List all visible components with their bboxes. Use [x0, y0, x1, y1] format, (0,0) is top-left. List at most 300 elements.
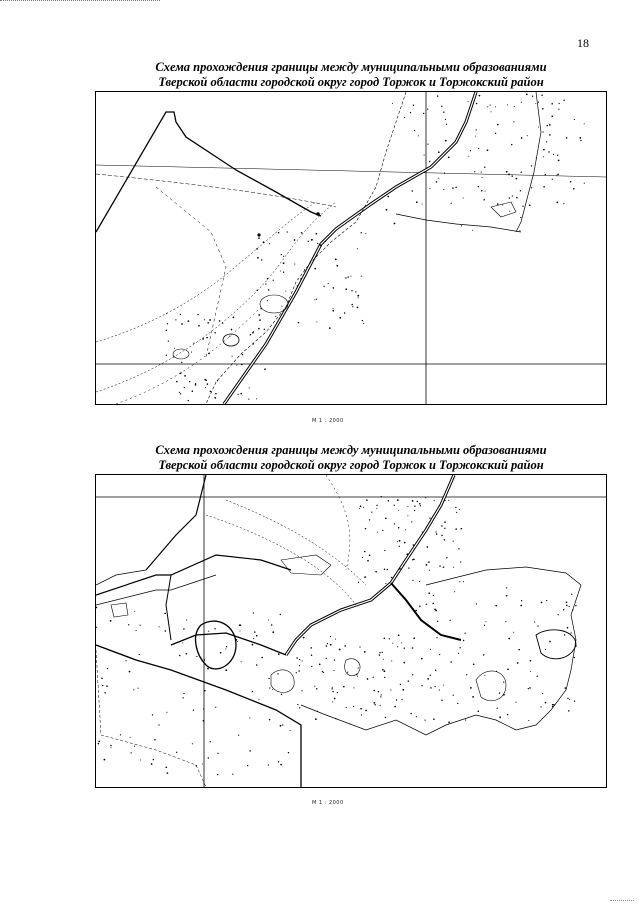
vegetation-dot — [258, 328, 260, 330]
vegetation-dot — [385, 717, 387, 719]
vegetation-dot — [136, 630, 137, 631]
vegetation-dot — [165, 766, 167, 768]
vegetation-dot — [359, 508, 360, 509]
vegetation-dot — [428, 561, 430, 563]
vegetation-dot — [193, 343, 194, 344]
vegetation-dot — [110, 620, 112, 622]
vegetation-dot — [298, 670, 299, 671]
vegetation-dot — [558, 160, 560, 162]
vegetation-dot — [186, 620, 187, 621]
vegetation-dot — [250, 334, 251, 335]
scan-edge-mark — [0, 0, 160, 3]
vegetation-dot — [520, 217, 521, 218]
map-1-drawing — [96, 92, 606, 404]
vegetation-dot — [297, 704, 298, 705]
vegetation-dot — [545, 702, 547, 704]
vegetation-dot — [444, 521, 446, 523]
map-2-pond — [271, 670, 294, 693]
vegetation-dot — [180, 373, 182, 375]
vegetation-dot — [508, 638, 510, 640]
vegetation-dot — [98, 741, 100, 743]
vegetation-dot — [563, 100, 564, 101]
vegetation-dot — [407, 515, 408, 516]
vegetation-dot — [380, 696, 381, 697]
vegetation-dot — [549, 124, 551, 126]
vegetation-dot — [359, 646, 360, 647]
vegetation-dot — [110, 747, 111, 748]
map-1-parcel-edge — [516, 92, 541, 232]
vegetation-dot — [298, 322, 300, 324]
vegetation-dot — [365, 710, 367, 712]
vegetation-dot — [168, 340, 169, 341]
map-2-title-line-1: Схема прохождения границы между муниципальными образованиями — [155, 443, 547, 457]
map-2-boundary-line — [391, 583, 461, 640]
vegetation-dot — [303, 637, 305, 639]
vegetation-dot — [543, 149, 545, 151]
vegetation-dot — [210, 741, 211, 742]
vegetation-dot — [468, 156, 469, 157]
vegetation-dot — [330, 636, 331, 637]
vegetation-dot — [167, 323, 168, 324]
vegetation-dot — [434, 686, 435, 687]
vegetation-dot — [283, 272, 284, 273]
vegetation-dot — [472, 696, 474, 698]
vegetation-dot — [485, 621, 486, 622]
vegetation-dot — [544, 174, 546, 176]
vegetation-dot — [175, 319, 176, 320]
vegetation-dot — [511, 144, 512, 145]
vegetation-dot — [545, 649, 546, 650]
map-1-dashed-road — [96, 174, 336, 207]
vegetation-dot — [375, 571, 377, 573]
vegetation-dot — [556, 202, 558, 204]
vegetation-dot — [444, 173, 445, 174]
map-2-contour — [326, 475, 350, 570]
vegetation-dot — [398, 634, 400, 636]
vegetation-dot — [203, 708, 204, 709]
vegetation-dot — [549, 134, 551, 136]
vegetation-dot — [357, 248, 358, 249]
vegetation-dot — [509, 211, 510, 212]
vegetation-dot — [258, 314, 260, 316]
vegetation-dot — [186, 653, 188, 655]
vegetation-dot — [264, 329, 265, 330]
vegetation-dot — [120, 734, 121, 735]
vegetation-dot — [351, 290, 352, 291]
vegetation-dot — [543, 186, 545, 188]
vegetation-dot — [511, 175, 512, 176]
vegetation-dot — [217, 753, 218, 754]
vegetation-dot — [249, 750, 251, 752]
vegetation-dot — [458, 548, 459, 549]
vegetation-dot — [414, 548, 415, 549]
vegetation-dot — [421, 658, 423, 660]
vegetation-dot — [443, 685, 444, 686]
vegetation-dot — [521, 137, 523, 139]
vegetation-dot — [412, 559, 413, 560]
vegetation-dot — [217, 774, 218, 775]
vegetation-dot — [404, 542, 406, 544]
map-1-dashed-road — [156, 187, 226, 357]
vegetation-dot — [176, 752, 177, 753]
vegetation-dot — [322, 671, 323, 672]
vegetation-dot — [125, 660, 126, 661]
vegetation-dot — [406, 553, 408, 555]
vegetation-dot — [538, 102, 539, 103]
vegetation-dot — [514, 106, 515, 107]
vegetation-dot — [207, 383, 209, 385]
vegetation-dot — [515, 702, 516, 703]
vegetation-dot — [484, 675, 485, 676]
vegetation-dot — [214, 332, 216, 334]
vegetation-dot — [417, 501, 418, 502]
vegetation-dot — [388, 500, 390, 502]
scan-edge-mark — [610, 900, 634, 902]
vegetation-dot — [188, 400, 189, 401]
vegetation-dot — [225, 669, 227, 671]
vegetation-dot — [397, 499, 399, 501]
vegetation-dot — [365, 233, 366, 234]
vegetation-dot — [430, 675, 431, 676]
vegetation-dot — [443, 111, 444, 112]
vegetation-dot — [382, 669, 384, 671]
vegetation-dot — [508, 174, 510, 176]
vegetation-dot — [209, 319, 211, 321]
vegetation-dot — [410, 713, 411, 714]
vegetation-dot — [429, 188, 430, 189]
vegetation-dot — [527, 135, 528, 136]
vegetation-dot — [278, 653, 280, 655]
vegetation-dot — [316, 233, 318, 235]
vegetation-dot — [521, 171, 522, 172]
vegetation-dot — [566, 137, 568, 139]
map-1-main-road-inner — [224, 92, 476, 404]
vegetation-dot — [397, 541, 398, 542]
vegetation-dot — [559, 103, 560, 104]
vegetation-dot — [485, 191, 486, 192]
vegetation-dot — [130, 752, 131, 753]
vegetation-dot — [281, 254, 282, 255]
vegetation-dot — [541, 602, 543, 604]
vegetation-dot — [242, 354, 243, 355]
vegetation-dot — [506, 171, 508, 173]
vegetation-dot — [333, 287, 335, 289]
vegetation-dot — [326, 658, 327, 659]
vegetation-dot — [528, 720, 529, 721]
vegetation-dot — [412, 190, 414, 192]
vegetation-dot — [335, 639, 336, 640]
map-1-main-road — [224, 92, 476, 404]
map-1-point-marker — [257, 233, 260, 236]
vegetation-dot — [314, 686, 315, 687]
vegetation-dot — [392, 643, 393, 644]
vegetation-dot — [268, 678, 269, 679]
vegetation-dot — [509, 197, 511, 199]
vegetation-dot — [552, 706, 553, 707]
vegetation-dot — [128, 624, 129, 625]
vegetation-dot — [264, 368, 266, 370]
vegetation-dot — [369, 554, 371, 556]
vegetation-dot — [449, 620, 450, 621]
vegetation-dot — [271, 624, 272, 625]
vegetation-dot — [166, 712, 167, 713]
vegetation-dot — [458, 653, 459, 654]
vegetation-dot — [546, 141, 547, 142]
vegetation-dot — [350, 276, 351, 277]
vegetation-dot — [96, 627, 97, 628]
vegetation-dot — [319, 664, 321, 666]
vegetation-dot — [478, 148, 479, 149]
vegetation-dot — [358, 297, 359, 298]
vegetation-dot — [277, 673, 278, 674]
vegetation-dot — [439, 565, 440, 566]
vegetation-dot — [267, 278, 269, 280]
vegetation-dot — [110, 745, 112, 747]
vegetation-dot — [432, 603, 434, 605]
vegetation-dot — [180, 314, 181, 315]
vegetation-dot — [207, 668, 209, 670]
vegetation-dot — [362, 320, 363, 321]
vegetation-dot — [575, 645, 577, 647]
vegetation-dot — [435, 610, 437, 612]
vegetation-dot — [381, 694, 382, 695]
vegetation-dot — [384, 677, 385, 678]
vegetation-dot — [377, 532, 378, 533]
vegetation-dot — [202, 764, 203, 765]
vegetation-dot — [374, 704, 375, 705]
vegetation-dot — [217, 380, 218, 381]
vegetation-dot — [445, 500, 446, 501]
vegetation-dot — [405, 529, 406, 530]
vegetation-dot — [461, 225, 462, 226]
vegetation-dot — [376, 505, 377, 506]
vegetation-dot — [378, 691, 380, 693]
vegetation-dot — [522, 205, 523, 206]
vegetation-dot — [411, 521, 412, 522]
vegetation-dot — [421, 685, 422, 686]
vegetation-dot — [193, 709, 194, 710]
vegetation-dot — [252, 691, 254, 693]
vegetation-dot — [316, 321, 317, 322]
vegetation-dot — [364, 651, 366, 653]
vegetation-dot — [575, 605, 576, 606]
vegetation-dot — [507, 668, 509, 670]
vegetation-dot — [558, 614, 559, 615]
vegetation-dot — [214, 628, 215, 629]
vegetation-dot — [516, 178, 518, 180]
map-2-plot-outline — [196, 621, 236, 669]
vegetation-dot — [425, 497, 426, 498]
vegetation-dot — [256, 289, 258, 291]
vegetation-dot — [487, 106, 488, 107]
vegetation-dot — [413, 637, 415, 639]
vegetation-dot — [429, 161, 430, 162]
vegetation-dot — [384, 670, 386, 672]
vegetation-dot — [236, 639, 238, 641]
vegetation-dot — [542, 108, 544, 110]
vegetation-dot — [204, 690, 206, 692]
vegetation-dot — [134, 746, 135, 747]
vegetation-dot — [399, 568, 401, 570]
vegetation-dot — [387, 569, 389, 571]
vegetation-dot — [441, 535, 442, 536]
vegetation-dot — [300, 278, 302, 280]
vegetation-dot — [362, 557, 363, 558]
vegetation-dot — [483, 654, 485, 656]
vegetation-dot — [361, 232, 362, 233]
vegetation-dot — [542, 131, 543, 132]
vegetation-dot — [188, 320, 190, 322]
map-1-grid-line — [96, 165, 606, 177]
vegetation-dot — [332, 691, 333, 692]
vegetation-dot — [380, 705, 381, 706]
vegetation-dot — [474, 171, 475, 172]
vegetation-dot — [453, 694, 454, 695]
vegetation-dot — [197, 314, 198, 315]
vegetation-dot — [232, 356, 233, 357]
vegetation-dot — [226, 646, 227, 647]
vegetation-dot — [454, 591, 455, 592]
vegetation-dot — [215, 393, 217, 395]
vegetation-dot — [180, 393, 181, 394]
vegetation-dot — [138, 688, 139, 689]
vegetation-dot — [414, 130, 415, 131]
vegetation-dot — [387, 196, 389, 198]
vegetation-dot — [347, 672, 348, 673]
vegetation-dot — [436, 181, 438, 183]
vegetation-dot — [241, 364, 243, 366]
vegetation-dot — [236, 364, 237, 365]
vegetation-dot — [404, 648, 405, 649]
map-2-scale-note: М 1 : 2000 — [312, 800, 344, 806]
vegetation-dot — [567, 627, 569, 629]
vegetation-dot — [299, 707, 300, 708]
vegetation-dot — [495, 605, 497, 607]
vegetation-dot — [281, 694, 282, 695]
vegetation-dot — [433, 718, 435, 720]
vegetation-dot — [495, 133, 496, 134]
vegetation-dot — [401, 699, 402, 700]
vegetation-dot — [531, 165, 532, 166]
map-2-boundary-line — [96, 645, 301, 787]
vegetation-dot — [301, 690, 302, 691]
map-2-territory-edge — [96, 570, 146, 585]
map-2-main-road-inner — [286, 475, 454, 655]
vegetation-dot — [452, 187, 454, 189]
vegetation-dot — [296, 672, 297, 673]
vegetation-dot — [288, 752, 289, 753]
vegetation-dot — [164, 613, 166, 615]
vegetation-dot — [196, 765, 198, 767]
vegetation-dot — [476, 103, 478, 105]
vegetation-dot — [104, 759, 106, 761]
vegetation-dot — [252, 644, 254, 646]
vegetation-dot — [275, 316, 276, 317]
vegetation-dot — [470, 150, 471, 151]
vegetation-dot — [182, 642, 183, 643]
vegetation-dot — [323, 286, 324, 287]
vegetation-dot — [281, 306, 282, 307]
vegetation-dot — [176, 381, 178, 383]
map-1-title-line-2: Тверской области городской округ город Торжок и Торжокский район — [158, 75, 544, 89]
vegetation-dot — [316, 688, 317, 689]
vegetation-dot — [401, 642, 402, 643]
vegetation-dot — [179, 392, 180, 393]
vegetation-dot — [400, 684, 401, 685]
vegetation-dot — [268, 619, 269, 620]
vegetation-dot — [507, 104, 508, 105]
vegetation-dot — [334, 698, 336, 700]
vegetation-dot — [512, 195, 513, 196]
vegetation-dot — [436, 533, 438, 535]
vegetation-dot — [566, 605, 568, 607]
vegetation-dot — [478, 186, 479, 187]
map-2-frame — [95, 474, 607, 788]
vegetation-dot — [249, 717, 250, 718]
vegetation-dot — [556, 174, 557, 175]
vegetation-dot — [398, 510, 399, 511]
vegetation-dot — [513, 632, 514, 633]
vegetation-dot — [231, 329, 233, 331]
vegetation-dot — [459, 581, 460, 582]
vegetation-dot — [530, 660, 532, 662]
map-2-title-line-2: Тверской области городской округ город Торжок и Торжокский район — [158, 458, 544, 472]
vegetation-dot — [564, 634, 565, 635]
map-2-pond — [476, 671, 506, 701]
vegetation-dot — [420, 505, 421, 506]
vegetation-dot — [360, 505, 362, 507]
vegetation-dot — [448, 722, 450, 724]
vegetation-dot — [526, 94, 528, 96]
vegetation-dot — [403, 662, 405, 664]
vegetation-dot — [344, 645, 346, 647]
vegetation-dot — [195, 384, 197, 386]
vegetation-dot — [233, 317, 235, 319]
vegetation-dot — [422, 531, 423, 532]
vegetation-dot — [269, 243, 270, 244]
vegetation-dot — [174, 348, 175, 349]
map-2-building — [281, 555, 331, 575]
vegetation-dot — [563, 203, 564, 204]
vegetation-dot — [196, 656, 197, 657]
vegetation-dot — [463, 640, 464, 641]
vegetation-dot — [570, 181, 572, 183]
vegetation-dot — [225, 648, 226, 649]
vegetation-dot — [283, 256, 284, 257]
map-2-boundary-line — [171, 633, 286, 655]
vegetation-dot — [418, 135, 419, 136]
vegetation-dot — [540, 706, 541, 707]
vegetation-dot — [269, 719, 271, 721]
vegetation-dot — [464, 633, 465, 634]
vegetation-dot — [316, 299, 317, 300]
vegetation-dot — [139, 625, 140, 626]
map-2-vegetation-dots — [96, 496, 577, 775]
vegetation-dot — [499, 716, 501, 718]
vegetation-dot — [530, 671, 531, 672]
vegetation-dot — [532, 96, 533, 97]
vegetation-dot — [349, 724, 350, 725]
vegetation-dot — [549, 641, 551, 643]
vegetation-dot — [353, 706, 354, 707]
vegetation-dot — [238, 735, 239, 736]
vegetation-dot — [107, 668, 108, 669]
vegetation-dot — [294, 239, 296, 241]
vegetation-dot — [543, 156, 544, 157]
vegetation-dot — [435, 531, 436, 532]
vegetation-dot — [439, 654, 440, 655]
vegetation-dot — [181, 362, 182, 363]
